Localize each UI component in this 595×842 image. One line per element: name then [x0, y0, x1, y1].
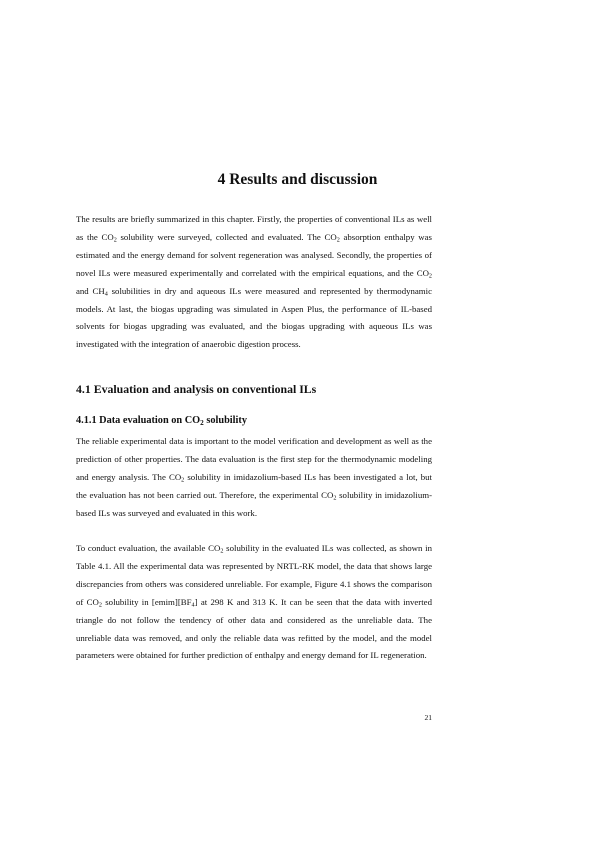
intro-paragraph: The results are briefly summarized in this chapter. Firstly, the properties of conventional ILs as well as the $CO_2$ solubility were surveyed, collected and evaluated. The $CO_2$ absorption enthalpy was estimated and the energy demand for solvent regeneration was analysed. Secondly, the properties of novel ILs were measured experimentally and correlated with the empirical equations, and the $CO_2$ and $CH_4$ solubilities in dry and aqueous ILs were measured and represented by thermodynamic models. At last, the biogas upgrading was simulated in Aspen Plus, the performance of IL-based solvents for biogas upgrading was evaluated, and the biogas upgrading with aqueous ILs was investigated with the integration of anaerobic digestion process. [76, 214, 432, 350]
paragraph-conduct-evaluation: To conduct evaluation, the available $CO_2$ solubility in the evaluated ILs was collected, as shown in Table 4.1. All the experimental data was represented by NRTL-RK model, the data that shows large discrepancies from others was considered unreliable. For example, Figure 4.1 shows the comparison of $CO_2$ solubility in $[emim][BF_4]$ at 298 K and 313 K. It can be seen that the data with inverted triangle do not follow the tendency of other data and considered as the unreliable data. The unreliable data was removed, and only the reliable data was refitted by the model, and the model parameters were obtained for further prediction of enthalpy and energy demand for IL regeneration. [76, 543, 433, 661]
paragraph-data-evaluation: The reliable experimental data is important to the model verification and development as well as the prediction of other properties. The data evaluation is the first step for the thermodynamic modeling and energy analysis. The $CO_2$ solubility in imidazolium-based ILs has been investigated a lot, but the evaluation has not been carried out. Therefore, the experimental $CO_2$ solubility in imidazolium-based ILs was surveyed and evaluated in this work. [76, 436, 432, 518]
page-number: 21 [424, 713, 432, 722]
subsection-heading: 4.1.1 Data evaluation on $CO_2$ solubility [76, 415, 247, 427]
section-heading: 4.1 Evaluation and analysis on conventional ILs [76, 382, 317, 396]
chapter-title: 4 Results and discussion [217, 171, 378, 188]
